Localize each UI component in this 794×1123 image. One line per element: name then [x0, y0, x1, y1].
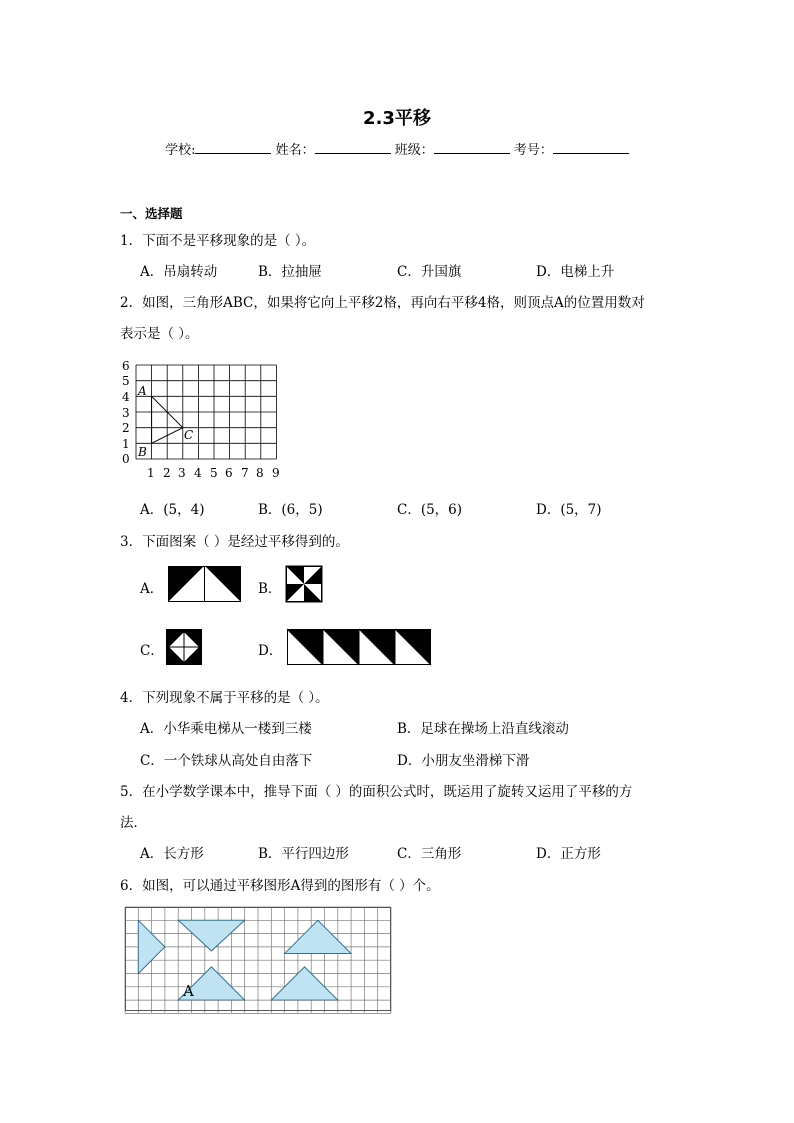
name-label: 姓名： — [275, 143, 315, 158]
q3-pattern-b — [286, 566, 322, 602]
q5-option-c[interactable]: C．三角形 — [397, 846, 462, 862]
x-label-5: 5 — [210, 466, 218, 480]
y-label-4: 4 — [122, 390, 130, 404]
q3-option-d[interactable]: D． — [258, 643, 283, 659]
q3-pattern-c — [166, 629, 202, 665]
y-label-2: 2 — [122, 421, 130, 435]
x-label-6: 6 — [225, 466, 233, 480]
q2-option-b[interactable]: B．(6，5) — [258, 502, 323, 518]
shape-up-pointing-right-top — [285, 920, 352, 953]
question-2-line2: 表示是（ ）。 — [120, 326, 199, 342]
question-5-line1: 5．在小学数学课本中，推导下面（ ）的面积公式时，既运用了旋转又运用了平移的方 — [120, 784, 633, 800]
q6-translation-grid — [125, 907, 391, 1011]
q2-option-d[interactable]: D．(5，7) — [536, 502, 602, 518]
number-label: 考号： — [513, 143, 553, 158]
x-label-1: 1 — [147, 466, 155, 480]
question-5-line2: 法． — [120, 815, 147, 831]
q5-option-b[interactable]: B．平行四边形 — [258, 846, 349, 862]
y-label-1: 1 — [122, 437, 130, 451]
q2-option-a[interactable]: A．(5，4) — [140, 502, 205, 518]
q1-option-c[interactable]: C．升国旗 — [397, 264, 462, 280]
point-c-label: C — [184, 428, 194, 442]
class-label: 班级： — [394, 143, 434, 158]
student-info-line — [0, 139, 794, 158]
question-1: 1．下面不是平移现象的是（ ）。 — [120, 233, 316, 249]
q1-option-d[interactable]: D．电梯上升 — [536, 264, 615, 280]
q4-option-d[interactable]: D．小朋友坐滑梯下滑 — [397, 753, 530, 769]
x-label-2: 2 — [163, 466, 171, 480]
q3-pattern-a — [168, 566, 241, 602]
school-label: 学校: — [165, 143, 196, 158]
q4-option-c[interactable]: C．一个铁球从高处自由落下 — [140, 753, 313, 769]
point-b-label: B — [138, 445, 147, 459]
q1-option-b[interactable]: B．拉抽屉 — [258, 264, 322, 280]
question-6: 6．如图，可以通过平移图形A得到的图形有（ ）个。 — [120, 878, 440, 894]
school-blank[interactable] — [195, 141, 271, 154]
y-label-0: 0 — [122, 452, 130, 466]
question-4: 4．下列现象不属于平移的是（ ）。 — [120, 690, 329, 706]
q3-option-b[interactable]: B． — [258, 581, 282, 597]
x-label-4: 4 — [194, 466, 202, 480]
section-heading: 一、选择题 — [120, 206, 183, 221]
x-label-7: 7 — [241, 466, 249, 480]
q4-option-b[interactable]: B．足球在操场上沿直线滚动 — [397, 721, 569, 737]
y-label-6: 6 — [122, 359, 130, 373]
point-a-label: A — [138, 384, 147, 398]
shape-down-pointing — [178, 920, 245, 951]
q3-option-a[interactable]: A． — [140, 581, 164, 597]
q5-option-d[interactable]: D．正方形 — [536, 846, 601, 862]
shape-a-label: A — [183, 982, 194, 1000]
q1-option-a[interactable]: A．吊扇转动 — [140, 264, 218, 280]
x-label-9: 9 — [272, 466, 280, 480]
q3-option-c[interactable]: C． — [140, 643, 164, 659]
q2-coordinate-grid — [118, 358, 288, 480]
page-title: 2.3平移 — [363, 108, 431, 129]
class-blank[interactable] — [434, 141, 510, 154]
q2-option-c[interactable]: C．(5，6) — [397, 502, 463, 518]
x-label-8: 8 — [256, 466, 264, 480]
q3-pattern-d — [287, 629, 431, 665]
y-label-5: 5 — [122, 374, 130, 388]
q5-option-a[interactable]: A．长方形 — [140, 846, 204, 862]
shape-up-pointing-right-bottom — [271, 967, 338, 1000]
y-label-3: 3 — [122, 406, 130, 420]
number-blank[interactable] — [553, 141, 629, 154]
question-3: 3．下面图案（ ）是经过平移得到的。 — [120, 534, 349, 550]
x-label-3: 3 — [178, 466, 186, 480]
question-2-line1: 2．如图，三角形ABC，如果将它向上平移2格，再向右平移4格，则顶点A的位置用数对 — [120, 295, 645, 311]
q4-option-a[interactable]: A．小华乘电梯从一楼到三楼 — [140, 721, 312, 737]
name-blank[interactable] — [315, 141, 391, 154]
